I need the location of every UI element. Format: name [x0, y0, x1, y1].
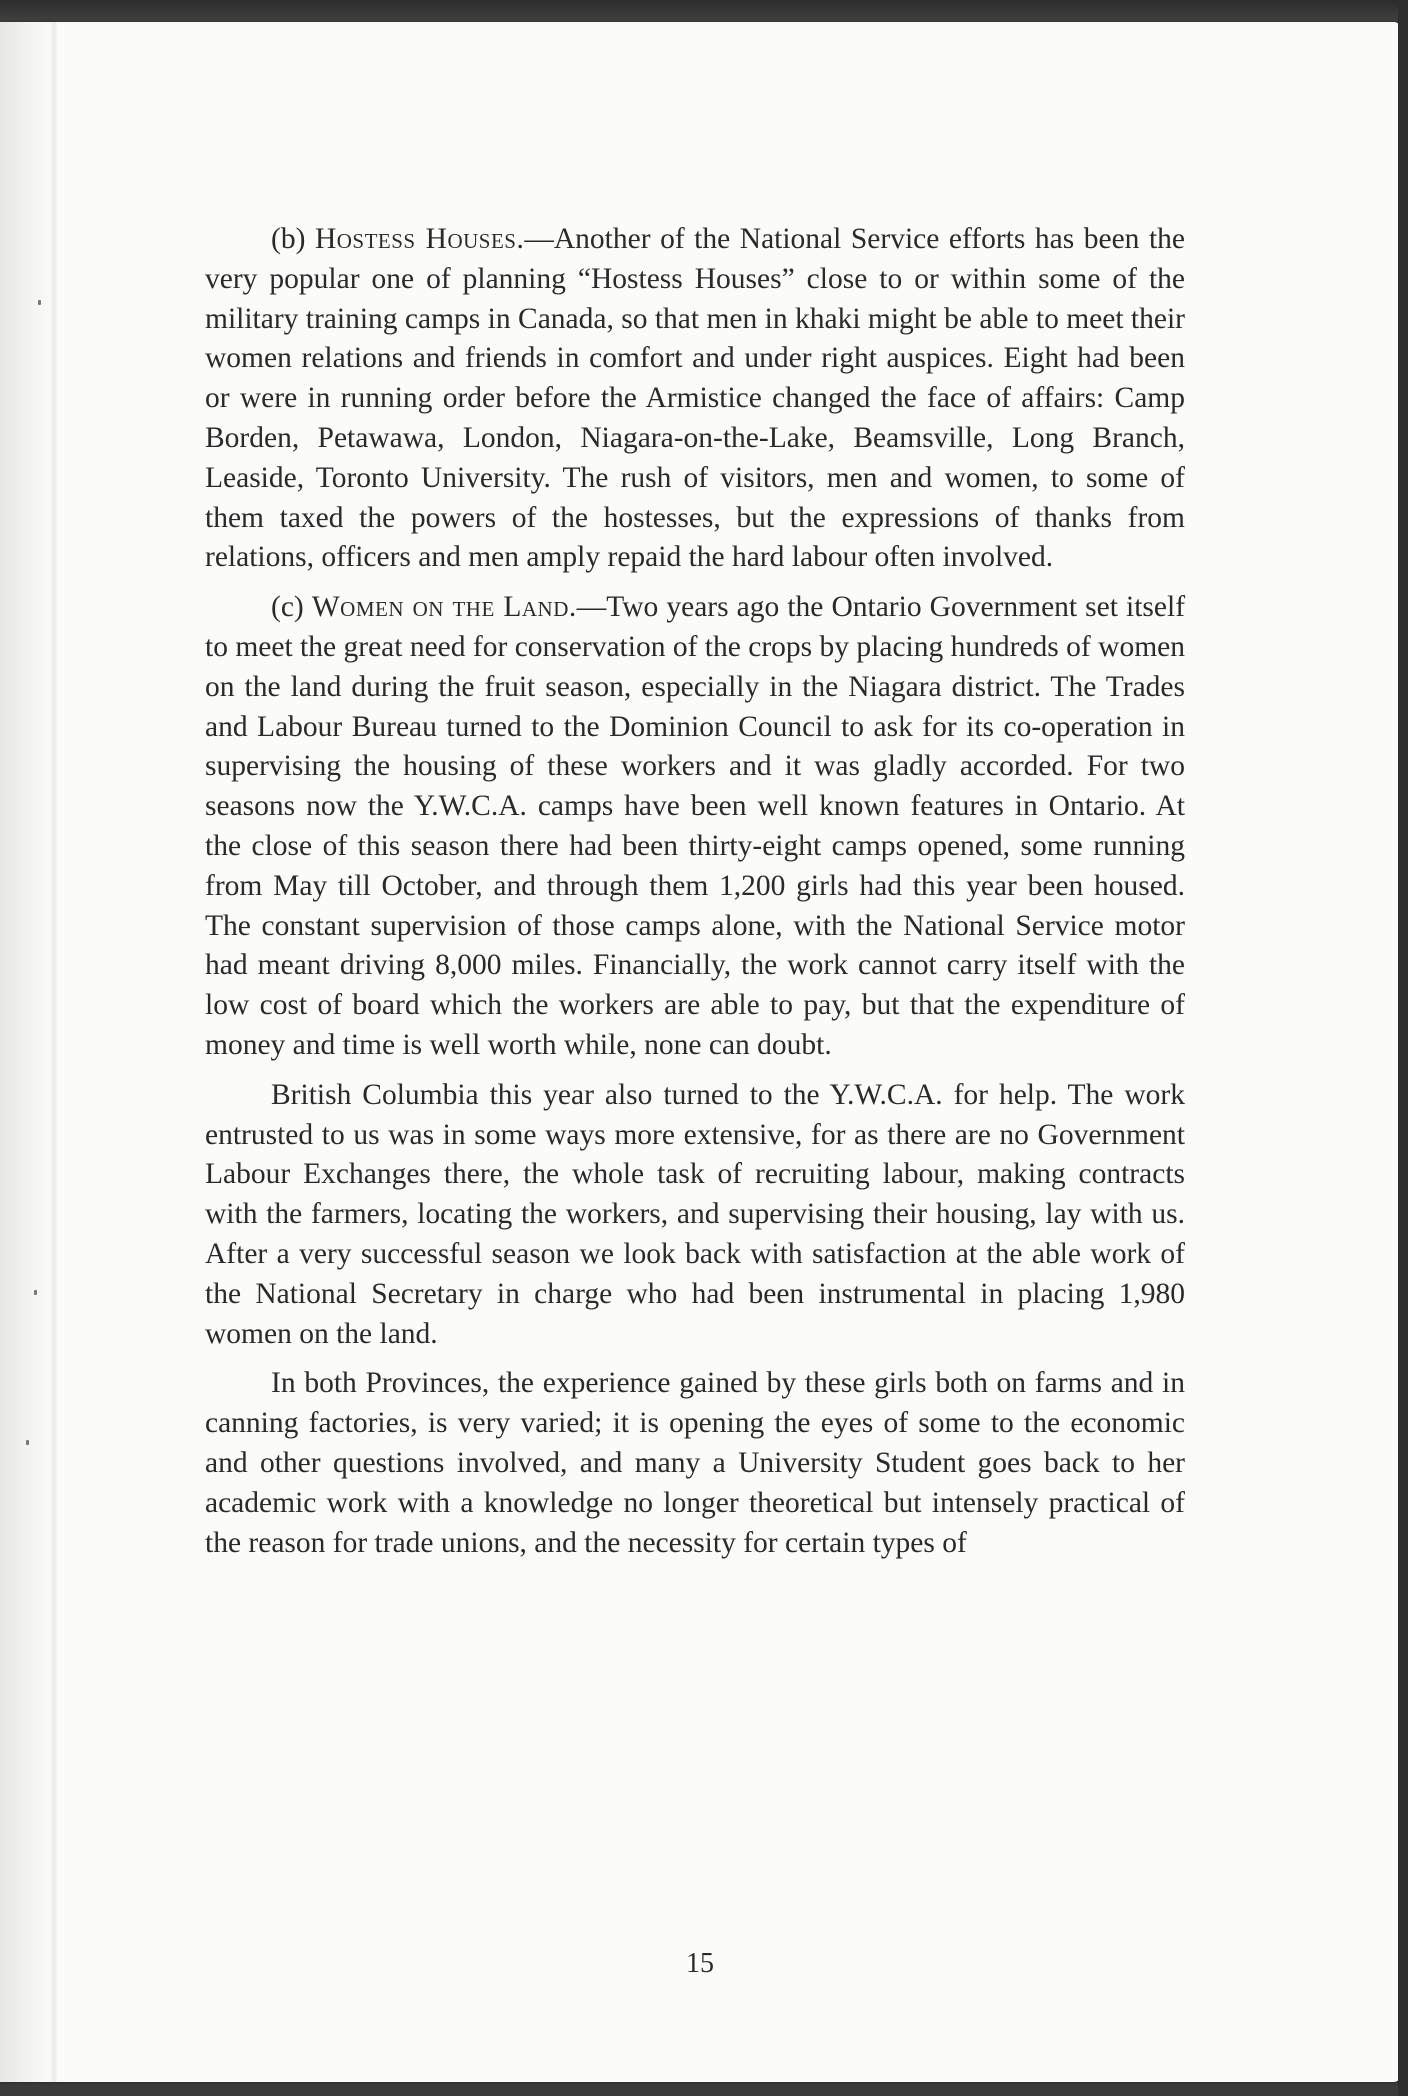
paragraph-label: (b)	[271, 223, 315, 255]
paragraph-british-columbia	[205, 1076, 1185, 1355]
page-binding-edge	[0, 22, 58, 2082]
section-heading: Women on the Land.	[311, 591, 577, 624]
paragraph-text: In both Provinces, the experience gained by these girls both on farms and in canning factories, is very varied; it is opening the eyes of some to the economic and other questions involved, and many a University Student goes back to her academic work with a knowledge no longer theoretical but intensely practical of the reason for trade unions, and the necessity for certain types of	[205, 1367, 1185, 1559]
scan-speck	[38, 300, 41, 305]
paragraph-text: —Another of the National Service efforts has been the very popular one of planning “Hostess Houses” close to or within some of the military training camps in Canada, so that men in khaki might be able to meet their women relations and friends in comfort and under right auspices. Eight had been or were in running order before the Armistice changed the face of affairs: Camp Borden, Petawawa, London, Niagara-on-the-Lake, Beamsville, Long Branch, Leaside, Toronto University. The rush of visitors, men and women, to some of them taxed the powers of the hostesses, but the expressions of thanks from relations, officers and men amply repaid the hard labour often involved.	[205, 223, 1186, 574]
scan-speck	[34, 1290, 37, 1295]
paragraph-text: British Columbia this year also turned to the Y.W.C.A. for help. The work entrusted to us was in some ways more extensive, for as there are no Government Labour Exchanges there, the whole task of recruiting labour, making contracts with the farmers, locating the workers, and supervising their housing, lay with us. After a very successful season we look back with satisfaction at the able work of the National Secretary in charge who had been instrumental in placing 1,980 women on the land.	[205, 1078, 1185, 1350]
page-number: 15	[686, 1948, 714, 1979]
section-heading: Hostess Houses.	[314, 223, 525, 255]
paragraph-women-on-the-land	[205, 588, 1185, 1066]
paragraph-hostess-houses	[205, 220, 1185, 578]
paragraph-label: (c)	[271, 591, 312, 624]
paragraph-text: —Two years ago the Ontario Government set itself to meet the great need for conservation of the crops by placing hundreds of women on the land during the fruit season, especially in the Niagara district. The Trades and Labour Bureau turned to the Dominion Council to ask for its co-operation in supervising the housing of these workers and it was gladly accorded. For two seasons now the Y.W.C.A. camps have been well known features in Ontario. At the close of this season there had been thirty-eight camps opened, some running from May till October, and through them 1,200 girls had this year been housed. The constant supervision of those camps alone, with the National Service motor had meant driving 8,000 miles. Financially, the work cannot carry itself with the low cost of board which the workers are able to pay, but that the expenditure of money and time is well worth while, none can doubt.	[205, 591, 1186, 1061]
scan-speck	[26, 1440, 29, 1445]
body-text	[205, 220, 1185, 1573]
scan-background-edge	[1398, 0, 1408, 2096]
paragraph-both-provinces	[205, 1364, 1185, 1563]
